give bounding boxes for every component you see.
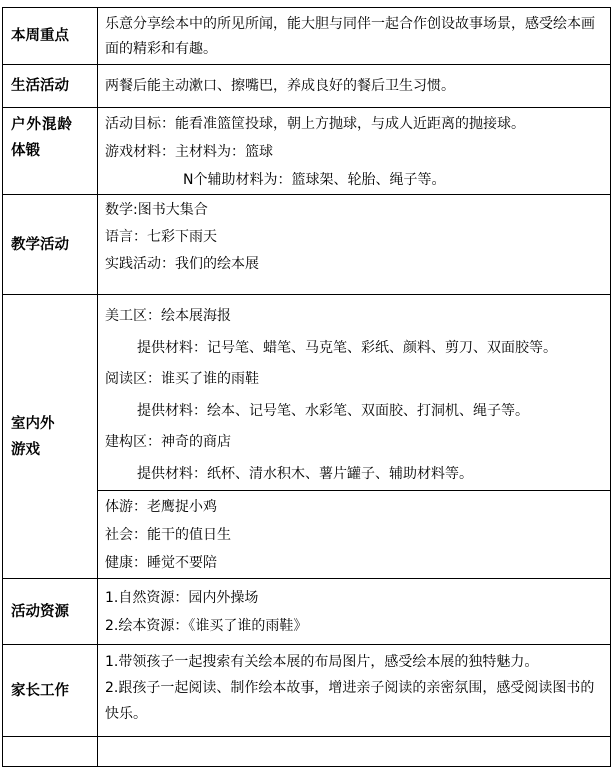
resource-item: 1.自然资源：园内外操场	[105, 590, 259, 606]
outdoor-aux: N个辅助材料为：篮球架、轮胎、绳子等。	[183, 172, 446, 188]
row-label-outdoor	[3, 108, 98, 195]
indoor-line: 阅读区：谁买了谁的雨鞋	[105, 371, 259, 387]
row-content-indoor-outdoor	[98, 491, 611, 579]
row-life	[3, 65, 611, 108]
weekly-plan-table	[2, 7, 611, 767]
indoor-line: 提供材料：绘本、记号笔、水彩笔、双面胶、打洞机、绳子等。	[137, 402, 529, 419]
row-content-teaching	[98, 195, 611, 295]
row-content-parents	[98, 645, 611, 737]
row-teaching	[3, 195, 611, 295]
resource-item: 2.绘本资源：《谁买了谁的雨鞋》	[105, 618, 308, 634]
row-label-indoor	[3, 295, 98, 579]
row-next-content	[98, 737, 611, 767]
row-next-label	[3, 737, 98, 767]
indoor-outdoor-line: 体游：老鹰捉小鸡	[105, 499, 217, 515]
outdoor-material: 游戏材料：主材料为：篮球	[105, 144, 273, 160]
teaching-item: 语言：七彩下雨天	[105, 229, 217, 245]
row-indoor	[3, 295, 611, 491]
row-content-indoor	[98, 295, 611, 491]
row-label-parents: 家长工作	[3, 645, 98, 737]
parent-item: 1.带领孩子一起搜索有关绘本展的布局图片，感受绘本展的独特魅力。	[105, 654, 539, 670]
indoor-outdoor-line: 健康：睡觉不要陪	[105, 555, 217, 571]
teaching-item: 数学:图书大集合	[105, 202, 208, 218]
indoor-line: 提供材料：纸杯、清水积木、薯片罐子、辅助材料等。	[137, 465, 473, 482]
teaching-item: 实践活动：我们的绘本展	[105, 256, 259, 272]
row-label-outdoor-line1: 户外混龄	[11, 117, 73, 133]
indoor-line: 提供材料：记号笔、蜡笔、马克笔、彩纸、颜料、剪刀、双面胶等。	[137, 339, 557, 356]
row-content-resources	[98, 579, 611, 645]
focus-text: 乐意分享绘本中的所见所闻，能大胆与同伴一起合作创设故事场景，感受绘本画面的精彩和有趣。	[105, 16, 595, 57]
indoor-line: 美工区：绘本展海报	[105, 308, 231, 324]
indoor-outdoor-line: 社会：能干的值日生	[105, 527, 231, 543]
row-parents	[3, 645, 611, 737]
row-focus	[3, 8, 611, 65]
row-label-life: 生活活动	[3, 65, 98, 108]
row-content-life	[98, 65, 611, 108]
row-label-focus: 本周重点	[3, 8, 98, 65]
row-outdoor	[3, 108, 611, 195]
outdoor-goal: 活动目标：能看准篮筐投球，朝上方抛球，与成人近距离的抛接球。	[105, 116, 525, 132]
row-label-resources: 活动资源	[3, 579, 98, 645]
row-label-indoor-line1: 室内外	[11, 415, 55, 432]
row-content-focus	[98, 8, 611, 65]
row-label-outdoor-line2: 体锻	[11, 143, 40, 159]
indoor-line: 建构区：神奇的商店	[105, 434, 231, 450]
row-label-teaching: 教学活动	[3, 195, 98, 295]
row-next	[3, 737, 611, 767]
life-text: 两餐后能主动漱口、擦嘴巴，养成良好的餐后卫生习惯。	[105, 77, 455, 94]
parent-item: 2.跟孩子一起阅读、制作绘本故事，增进亲子阅读的亲密氛围，感受阅读图书的快乐。	[105, 680, 595, 722]
row-label-indoor-line2: 游戏	[11, 441, 40, 458]
row-content-outdoor	[98, 108, 611, 195]
row-resources	[3, 579, 611, 645]
